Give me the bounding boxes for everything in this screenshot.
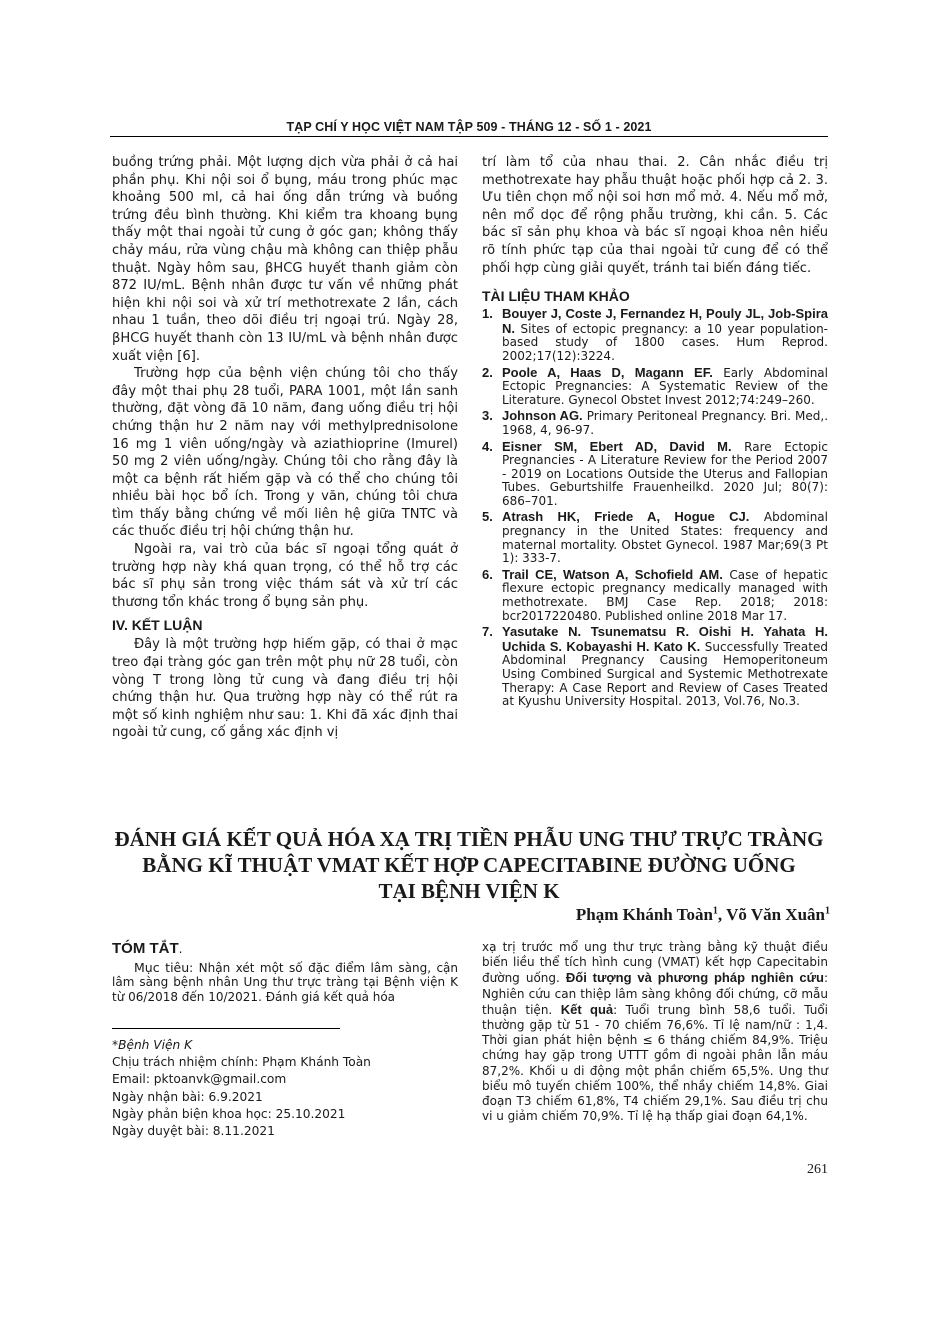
article-title-line: TẠI BỆNH VIỆN K	[378, 879, 560, 903]
reference-authors: Bouyer J, Coste J, Fernandez H, Pouly JL, Job-Spira N.	[502, 306, 828, 336]
reference-item	[482, 625, 828, 709]
right-column	[482, 154, 828, 711]
abstract-right	[482, 940, 828, 1124]
paragraph: Trường hợp của bệnh viện chúng tôi cho thấy đây một thai phụ 28 tuổi, PARA 1001, một lần sanh thường, đặt vòng đã 10 năm, đang uống điều trị hội chứng thận hư 2 năm nay với methylprednisolone 16 mg 1 viên uống/ngày và aziathioprine (Imurel) 50 mg 2 viên uống/ngày. Chúng tôi cho rằng đây là một ca bệnh rất hiếm gặp và có thể cho chúng tôi nhiều bài học bổ ích. Trong y văn, chúng tôi chưa tìm thấy bằng chứng về mối liên hệ giữa TNTC và các thuốc điều trị hội chứng thận hư.	[112, 366, 458, 540]
reference-authors: Yasutake N. Tsunematsu R. Oishi H. Yahata H. Uchida S. Kobayashi H. Kato K.	[502, 624, 828, 654]
left-column	[112, 154, 458, 742]
reference-item	[482, 307, 828, 363]
reference-text: Abdominal pregnancy in the United States: frequency and maternal mortality. Obstet Gynecol. 1987 Mar;69(3 Pt 1): 333-7.	[502, 510, 828, 566]
reference-text: Case of hepatic flexure ectopic pregnancy medically managed with methotrexate. BMJ Case Rep. 2018; 2018: bcr2017220480. Published online 2018 Mar 17.	[502, 567, 828, 623]
abstract-text: : Nghiên cứu can thiệp lâm sàng không đối chứng, cỡ mẫu thuận tiện.	[482, 971, 828, 1017]
abstract-continuation	[482, 940, 828, 1124]
reference-text: Sites of ectopic pregnancy: a 10 year population-based study of 1800 cases. Hum Reprod. 2002;17(12):3224.	[502, 321, 828, 363]
objective-label: Mục tiêu	[134, 959, 190, 975]
methods-label: Đối tượng và phương pháp nghiên cứu	[565, 970, 824, 986]
journal-header: TẠP CHÍ Y HỌC VIỆT NAM TẬP 509 - THÁNG 12 - SỐ 1 - 2021	[286, 120, 652, 134]
abstract-text: : Tuổi trung bình 58,6 tuổi. Tuổi thường gặp từ 51 - 70 chiếm 76,6%. Tỉ lệ nam/nữ : 1,4. Thời gian phát hiện bệnh ≤ 6 tháng chiếm 84,9%. Triệu chứng hay gặp trong UTTT gồm đi ngoài phân lẫn máu 87,2%. Khối u di động một phần chiếm 65,5%. Ung thư biểu mô tuyến chiếm 100%, thể nhầy chiếm 14,8%. Giai đoạn T3 chiếm 61,8%, T4 chiếm 29,1%. Sau điều trị chu vi u giảm chiếm 70,9%. Tỉ lệ hạ thấp giai đoạn 64,1%.	[482, 1002, 828, 1124]
footnote-divider	[112, 1028, 340, 1029]
author-name: Phạm Khánh Toàn	[575, 905, 713, 924]
results-label: Kết quả	[560, 1001, 614, 1017]
section-title-references: TÀI LIỆU THAM KHẢO	[482, 288, 630, 305]
reference-authors: Trail CE, Watson A, Schofield AM.	[502, 566, 723, 582]
abstract-text: xạ trị trước mổ ung thư trực tràng bằng kỹ thuật điều biến liều thể tích hình cung (VMAT) kết hợp Capecitabin đường uống.	[482, 940, 828, 986]
reference-number: 1.	[482, 306, 493, 322]
author-affiliation-mark: 1	[825, 905, 830, 917]
footnote-affiliation: *Bệnh Viện K	[112, 1038, 193, 1052]
reference-authors: Poole A, Haas D, Magann EF.	[502, 364, 713, 380]
reference-list	[482, 307, 828, 709]
paragraph: Đây là một trường hợp hiếm gặp, có thai ở mạc treo đại tràng góc gan trên một phụ nữ 28 tuổi, còn vòng T trong lòng tử cung và đang điều trị hội chứng thận hư. Qua trường hợp này có thể rút ra một số kinh nghiệm như sau: 1. Khi đã xác định thai ngoài tử cung, cố gắng xác định vị	[112, 637, 458, 741]
page-number: 261	[807, 1162, 828, 1177]
author-line	[576, 905, 830, 925]
section-title-conclusion: IV. KẾT LUẬN	[112, 617, 203, 634]
paragraph: buồng trứng phải. Một lượng dịch vừa phải ở cả hai phần phụ. Khi nội soi ổ bụng, máu trong phúc mạc khoảng 500 ml, cả hai ống dẫn trứng và buồng trứng đều bình thường. Khi kiểm tra khoang bụng thấy một thai ngoài tử cung ở góc gan; không thấy chảy máu, rửa vùng chậu mà không can thiệp phẫu thuật. Ngày hôm sau, βHCG huyết thanh giảm còn 872 IU/mL. Bệnh nhân được tư vấn về những phát hiện khi nội soi và xử trí methotrexate 2 lần, cách nhau 1 tuần, theo dõi điều trị ngoại trú. Ngày 28, βHCG huyết thanh còn 13 IU/mL và bệnh nhân được xuất viện [6].	[112, 155, 458, 364]
abstract-heading	[112, 942, 458, 957]
abstract-heading-text: TÓM TẮT	[112, 940, 179, 957]
reference-number: 5.	[482, 509, 493, 525]
reference-text: Early Abdominal Ectopic Pregnancies: A Systematic Review of the Literature. Gynecol Obstet Invest 2012;74:249–260.	[502, 365, 828, 407]
footnote-approved: Ngày duyệt bài: 8.11.2021	[112, 1124, 275, 1139]
reference-item	[482, 440, 828, 509]
footnote-email: Email: pktoanvk@gmail.com	[112, 1072, 287, 1087]
abstract-heading-dot: .	[178, 942, 183, 956]
reference-number: 7.	[482, 624, 493, 640]
author-name: Võ Văn Xuân	[726, 905, 825, 924]
abstract-objective	[112, 961, 458, 1005]
article-title	[110, 826, 828, 904]
reference-number: 6.	[482, 566, 493, 582]
reference-authors: Eisner SM, Ebert AD, David M.	[502, 438, 732, 454]
paragraph: trí làm tổ của nhau thai. 2. Cân nhắc điều trị methotrexate hay phẫu thuật hoặc phối hợp cả 2. 3. Ưu tiên chọn mổ nội soi hơn mổ mở. 4. Nếu mổ mở, nên mổ dọc để rộng phẫu trường, khi cần. 5. Các bác sĩ sản phụ khoa và bác sĩ ngoại khoa nên hiểu rõ tính phức tạp của thai ngoài tử cung để có thể phối hợp cùng giải quyết, tránh tai biến đáng tiếc.	[482, 155, 828, 276]
footnote-received: Ngày nhận bài: 6.9.2021	[112, 1089, 263, 1104]
reference-item	[482, 366, 828, 408]
reference-number: 4.	[482, 438, 493, 454]
header-divider	[110, 136, 828, 137]
article-title-line: BẰNG KĨ THUẬT VMAT KẾT HỢP CAPECITABINE ĐƯỜNG UỐNG	[142, 853, 796, 877]
abstract-left	[112, 942, 458, 1004]
reference-number: 3.	[482, 408, 493, 424]
reference-text: Rare Ectopic Pregnancies - A Literature Review for the Period 2007 - 2019 on Locations Outside the Uterus and Fallopian Tubes. Geburtshilfe Frauenheilkd. 2020 Jul; 80(7): 686–701.	[502, 439, 828, 508]
reference-text: Successfully Treated Abdominal Pregnancy Causing Hemoperitoneum Using Combined Surgical and Systemic Methotrexate Therapy: A Case Report and Review of Cases Treated at Kyushu University Hospital. 2013, Vol.76, No.3.	[502, 639, 828, 709]
footnote-responsible: Chịu trách nhiệm chính: Phạm Khánh Toàn	[112, 1055, 371, 1070]
footnotes	[112, 1037, 458, 1140]
reference-item	[482, 510, 828, 565]
reference-number: 2.	[482, 364, 493, 380]
paragraph: Ngoài ra, vai trò của bác sĩ ngoại tổng quát ở trường hợp này khá quan trọng, có thể hỗ trợ các bác sĩ phụ sản trong việc thám sát và xử trí các thương tổn khác trong ổ bụng sản phụ.	[112, 542, 458, 610]
author-separator: ,	[717, 905, 727, 924]
reference-item	[482, 409, 828, 437]
reference-authors: Atrash HK, Friede A, Hogue CJ.	[502, 509, 750, 525]
reference-text: Primary Peritoneal Pregnancy. Bri. Med,. 1968, 4, 96-97.	[502, 409, 829, 437]
footnote-reviewed: Ngày phản biện khoa học: 25.10.2021	[112, 1106, 346, 1121]
reference-authors: Johnson AG.	[502, 408, 583, 424]
objective-text: : Nhận xét một số đặc điểm lâm sàng, cận lâm sàng bệnh nhân Ung thư trực tràng tại Bệnh viện K từ 06/2018 đến 10/2021. Đánh giá kết quả hóa	[112, 960, 459, 1004]
author-affiliation-mark: 1	[712, 905, 718, 917]
article-title-line: ĐÁNH GIÁ KẾT QUẢ HÓA XẠ TRỊ TIỀN PHẪU UNG THƯ TRỰC TRÀNG	[114, 827, 824, 851]
reference-item	[482, 568, 828, 623]
